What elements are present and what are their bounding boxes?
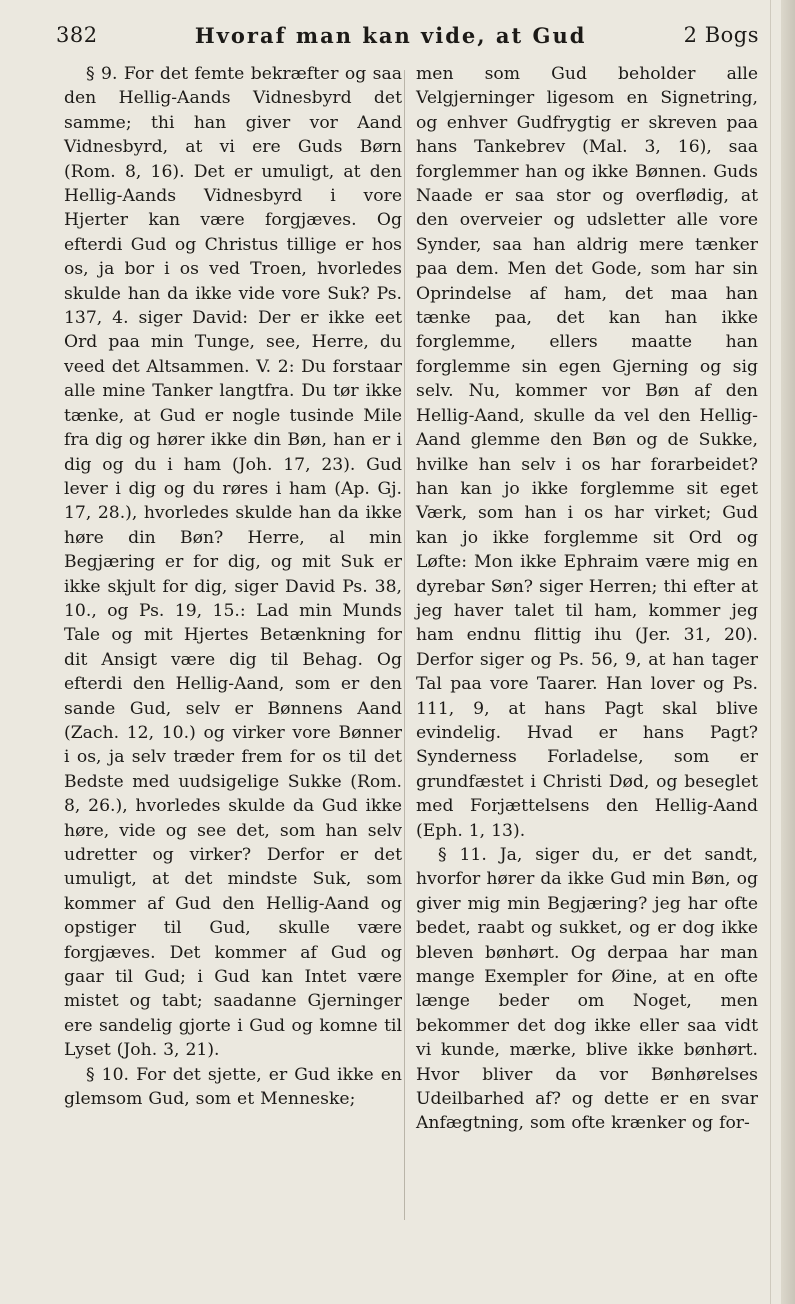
right-column (416, 62, 758, 1136)
signature-mark: 2 Bogs (683, 23, 759, 47)
running-title: Hvoraf man kan vide, at Gud (194, 22, 587, 48)
paragraph-10-start: § 10. For det sjette, er Gud ikke en glemsom Gud, som et Menneske; (64, 1064, 402, 1110)
paragraph-10-cont: men som Gud beholder alle Velgjerninger ligesom en Signetring, og enhver Gudfrygtig er skreven paa hans Tankebrev (Mal. 3, 16), saa forglemmer han og ikke Bønnen. Guds Naade er saa stor og overflødig, at den overveier og udsletter alle vore Synder, saa han aldrig mere tænker paa dem. Men det Gode, som har sin Oprindelse af ham, det maa han tænke paa, det kan han ikke forglemme, ellers maatte han forglemme sin egen Gjerning og sig selv. Nu, kommer vor Bøn af den Hellig-Aand, skulle da vel den Hellig-Aand glemme den Bøn og de Sukke, hvilke han selv i os har forarbeidet? han kan jo ikke forglemme sit eget Værk, som han i os har virket; Gud kan jo ikke forglemme sit Ord og Løfte: Mon ikke Ephraim være mig en dyrebar Søn? siger Herren; thi efter at jeg haver talet til ham, kommer jeg ham endnu flittig ihu (Jer. 31, 20). Derfor siger og Ps. 56, 9, at han tager Tal paa vore Taarer. Han lover og Ps. 111, 9, at hans Pagt skal blive evindelig. Hvad er hans Pagt? Synderness Forladelse, som er grundfæstet i Christi Død, og beseglet med Forjættelsens den Hellig-Aand (Eph. 1, 13). (416, 64, 758, 841)
paragraph-9: § 9. For det femte bekræfter og saa den Hellig-Aands Vidnesbyrd det samme; thi han giver vor Aand Vidnesbyrd, at vi ere Guds Børn (Rom. 8, 16). Det er umuligt, at den Hellig-Aands Vidnesbyrd i vore Hjerter kan være forgjæves. Og efterdi Gud og Christus tillige er hos os, ja bor i os ved Troen, hvorledes skulde han da ikke vide vore Suk? Ps. 137, 4. siger David: Der er ikke eet Ord paa min Tunge, see, Herre, du veed det Altsammen. V. 2: Du forstaar alle mine Tanker langtfra. Du tør ikke tænke, at Gud er nogle tusinde Mile fra dig og hører ikke din Bøn, han er i dig og du i ham (Joh. 17, 23). Gud lever i dig og du røres i ham (Ap. Gj. 17, 28.), hvorledes skulde han da ikke høre din Bøn? Herre, al min Begjæring er for dig, og mit Suk er ikke skjult for dig, siger David Ps. 38, 10., og Ps. 19, 15.: Lad min Munds Tale og mit Hjertes Betænkning for dit Ansigt være dig til Behag. Og efterdi den Hellig-Aand, som er den sande Gud, selv er Bønnens Aand (Zach. 12, 10.) og virker vore Bønner i os, ja selv træder frem for os til det Bedste med uudsigelige Sukke (Rom. 8, 26.), hvorledes skulde da Gud ikke høre, vide og see det, som han selv udretter og virker? Derfor er det umuligt, at det mindste Suk, som kommer af Gud den Hellig-Aand og opstiger til Gud, skulle være forgjæves. Det kommer af Gud og gaar til Gud; i Gud kan Intet være mistet og tabt; saadanne Gjerninger ere sandelig gjorte i Gud og komne til Lyset (Joh. 3, 21). (64, 64, 402, 1061)
left-column (64, 62, 402, 1111)
running-header (56, 18, 759, 52)
page-edge-line (770, 0, 771, 1304)
paragraph-11: § 11. Ja, siger du, er det sandt, hvorfor hører da ikke Gud min Bøn, og giver mig min Begjæring? jeg har ofte bedet, raabt og sukket, og er dog ikke bleven bønhørt. Og derpaa har man mange Exempler for Øine, at en ofte længe beder om Noget, men bekommer det dog ikke eller saa vidt vi kunde, mærke, blive ikke bønhørt. Hvor bliver da vor Bønhørelses Udeilbarhed af? og dette er en svar Anfægtning, som ofte krænker og for- (416, 845, 758, 1134)
page-number: 382 (56, 23, 98, 47)
binding-strip (781, 0, 795, 1304)
column-divider (404, 70, 405, 1220)
